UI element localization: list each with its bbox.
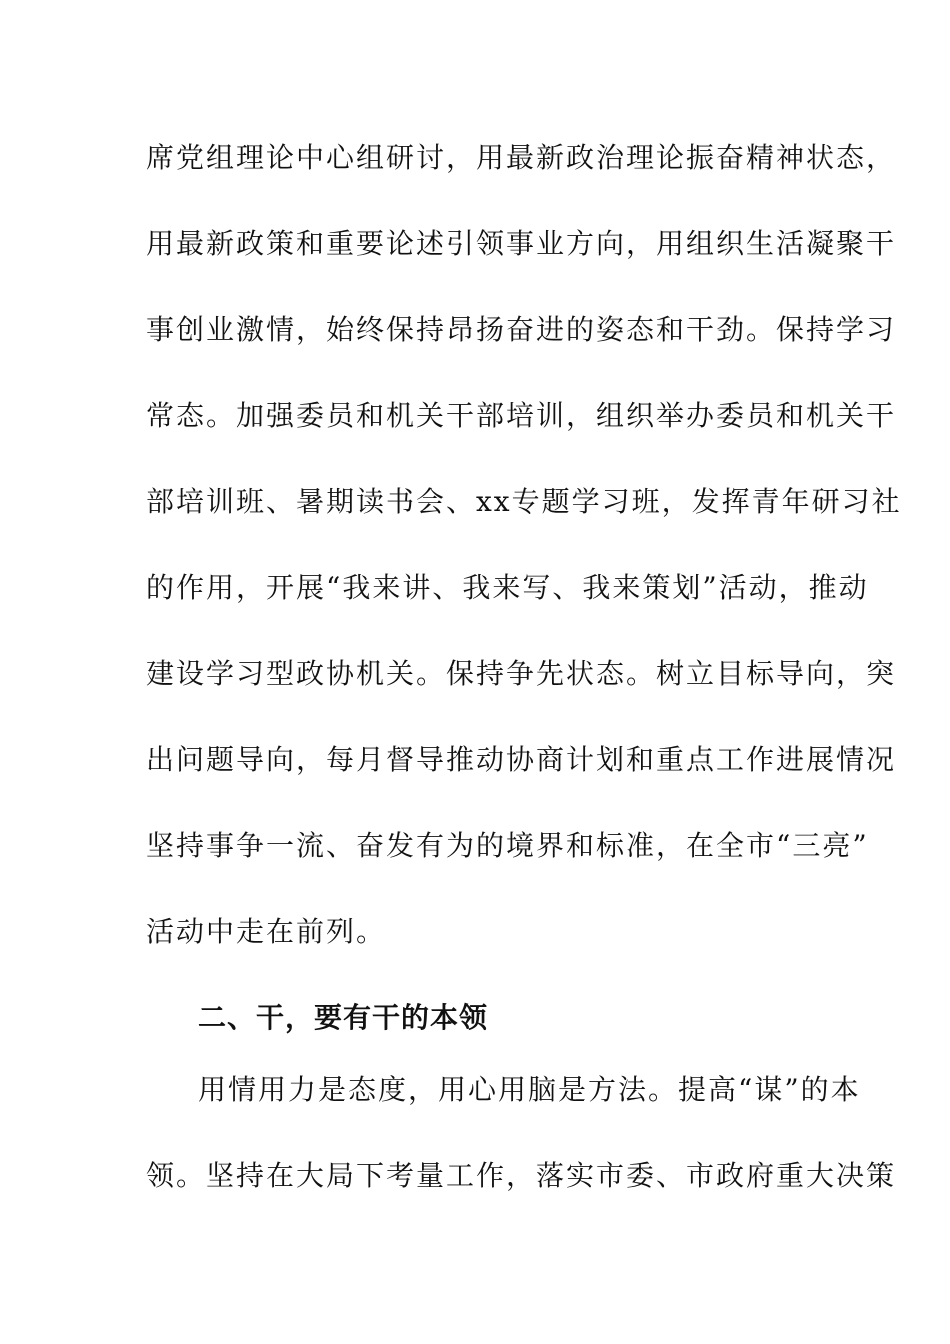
section-heading: 二、干，要有干的本领	[198, 1001, 489, 1034]
paragraph-line: 用最新政策和重要论述引领事业方向，用组织生活凝聚干	[146, 227, 897, 260]
paragraph-line: 部培训班、暑期读书会、xx专题学习班，发挥青年研习社	[146, 485, 902, 518]
paragraph-line: 坚持事争一流、奋发有为的境界和标准，在全市“三亮”	[146, 829, 869, 862]
paragraph-line: 领。坚持在大局下考量工作，落实市委、市政府重大决策	[146, 1159, 897, 1192]
paragraph-line: 常态。加强委员和机关干部培训，组织举办委员和机关干	[146, 399, 897, 432]
paragraph-line: 用情用力是态度，用心用脑是方法。提高“谋”的本	[198, 1073, 861, 1106]
paragraph-line: 出问题导向，每月督导推动协商计划和重点工作进展情况	[146, 743, 897, 776]
paragraph-line: 事创业激情，始终保持昂扬奋进的姿态和干劲。保持学习	[146, 313, 897, 346]
paragraph-line: 活动中走在前列。	[146, 915, 387, 948]
paragraph-line: 建设学习型政协机关。保持争先状态。树立目标导向，突	[146, 657, 897, 690]
paragraph-line: 席党组理论中心组研讨，用最新政治理论振奋精神状态，	[146, 141, 897, 174]
paragraph-line: 的作用，开展“我来讲、我来写、我来策划”活动，推动	[146, 571, 869, 604]
